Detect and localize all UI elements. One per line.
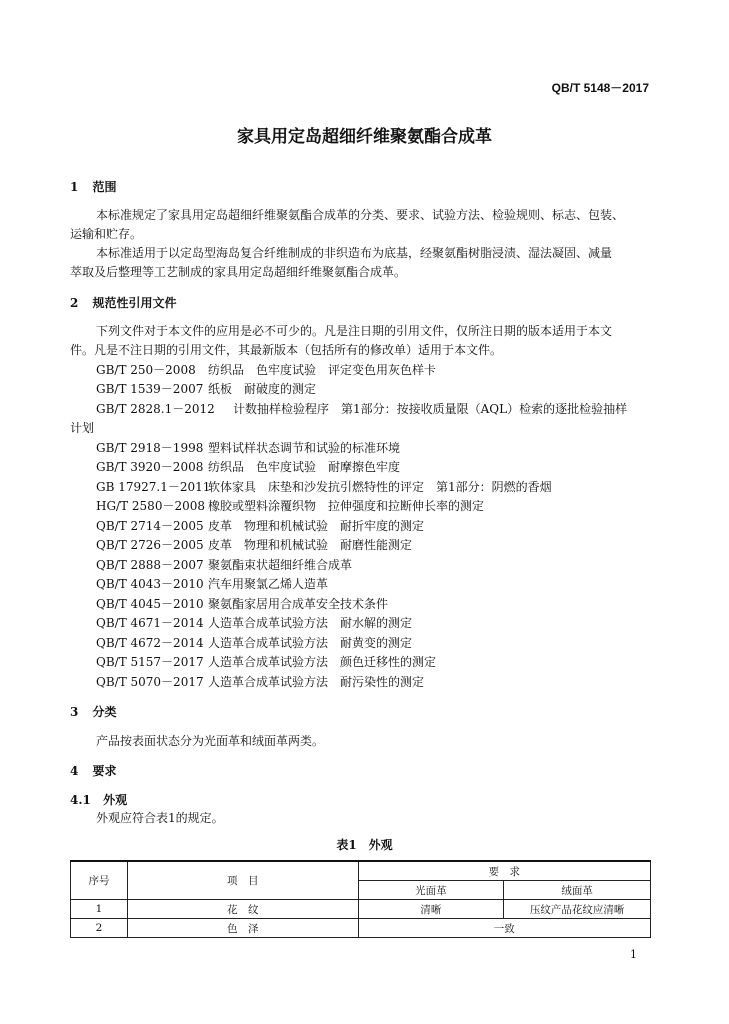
reference-item: [96, 595, 388, 612]
reference-code: GB/T 2828.1－2012: [96, 402, 215, 416]
subsection-4-1-para: 外观应符合表1的规定。: [96, 811, 224, 825]
table-cell-item: 色 泽: [127, 919, 358, 938]
reference-code: QB/T 5070－2017: [96, 675, 204, 689]
reference-item: [96, 634, 412, 651]
standard-number: QB/T 5148－2017: [551, 81, 649, 95]
reference-continuation: 计划: [70, 421, 95, 435]
reference-code: HG/T 2580－2008: [96, 499, 205, 513]
reference-title: 皮革 物理和机械试验 耐折牢度的测定: [208, 519, 425, 533]
reference-item: [96, 517, 424, 534]
table-row: [71, 900, 651, 919]
reference-title: 聚氨酯家居用合成革安全技术条件: [208, 597, 389, 611]
reference-item: [96, 673, 424, 690]
section-1-para-2-line-2: 萃取及后整理等工艺制成的家具用定岛超细纤维聚氨酯合成革。: [70, 265, 407, 279]
section-1-number: 1: [70, 180, 79, 194]
section-2-number: 2: [70, 296, 79, 310]
reference-code: QB/T 4045－2010: [96, 597, 204, 611]
section-2-para-line-1: 下列文件对于本文件的应用是必不可少的。凡是注日期的引用文件，仅所注日期的版本适用于本文: [96, 324, 613, 338]
reference-code: GB/T 250－2008: [96, 363, 196, 377]
reference-code: QB/T 4672－2014: [96, 636, 204, 650]
page-number: 1: [630, 948, 637, 961]
reference-title: 聚氨酯束状超细纤维合成革: [208, 558, 353, 572]
table-cell-seq: 2: [71, 919, 128, 938]
reference-title: 人造革合成革试验方法 颜色迁移性的测定: [208, 655, 437, 669]
reference-code: QB/T 4043－2010: [96, 577, 204, 591]
reference-code: QB/T 4671－2014: [96, 616, 204, 630]
section-4-number: 4: [70, 764, 79, 778]
reference-code: QB/T 5157－2017: [96, 655, 204, 669]
table-cell-suede: 压纹产品花纹应清晰: [504, 900, 651, 919]
table-header-requirement: 要 求: [358, 861, 651, 881]
section-3-title: 分类: [92, 705, 117, 719]
reference-item: [96, 380, 316, 397]
subsection-4-1-heading: [70, 791, 127, 808]
section-3-heading: [70, 703, 117, 720]
reference-title: 皮革 物理和机械试验 耐磨性能测定: [208, 538, 413, 552]
reference-title: 人造革合成革试验方法 耐水解的测定: [208, 616, 413, 630]
subsection-4-1-number: 4.1: [70, 793, 91, 807]
reference-item: [96, 458, 400, 475]
reference-code: QB/T 2714－2005: [96, 519, 204, 533]
reference-title: 汽车用聚氯乙烯人造革: [208, 577, 329, 591]
table-1: [70, 860, 651, 938]
reference-item: [96, 400, 627, 417]
section-2-para-line-2: 件。凡是不注日期的引用文件，其最新版本（包括所有的修改单）适用于本文件。: [70, 343, 503, 357]
table-1-caption: 表1 外观: [336, 838, 393, 852]
section-4-heading: [70, 762, 117, 779]
section-1-para-2-line-1: 本标准适用于以定岛型海岛复合纤维制成的非织造布为底基，经聚氨酯树脂浸渍、湿法凝固、减量: [96, 246, 613, 260]
reference-title: 纸板 耐破度的测定: [208, 382, 317, 396]
reference-item: [96, 575, 328, 592]
reference-item: [96, 556, 352, 573]
table-cell-glossy: 清晰: [358, 900, 504, 919]
reference-code: QB/T 2888－2007: [96, 558, 204, 572]
table-cell-item: 花 纹: [127, 900, 358, 919]
reference-title: 塑料试样状态调节和试验的标准环境: [208, 441, 401, 455]
reference-title: 软体家具 床垫和沙发抗引燃特性的评定 第1部分：阴燃的香烟: [208, 480, 552, 494]
reference-item: [96, 361, 436, 378]
section-2-heading: [70, 294, 177, 311]
reference-title: 计数抽样检验程序 第1部分：按接收质量限（AQL）检索的逐批检验抽样: [233, 402, 628, 416]
reference-code: GB/T 2918－1998: [96, 441, 204, 455]
table-cell-seq: 1: [71, 900, 128, 919]
reference-code: GB 17927.1－2011: [96, 480, 211, 494]
reference-item: [96, 439, 400, 456]
reference-code: QB/T 2726－2005: [96, 538, 204, 552]
table-header-glossy: 光面革: [358, 881, 504, 900]
subsection-4-1-title: 外观: [103, 793, 128, 807]
reference-title: 纺织品 色牢度试验 耐摩擦色牢度: [208, 460, 401, 474]
reference-title: 人造革合成革试验方法 耐黄变的测定: [208, 636, 413, 650]
reference-item: [96, 653, 436, 670]
table-header-row: [71, 861, 651, 881]
reference-title: 橡胶或塑料涂覆织物 拉伸强度和拉断伸长率的测定: [208, 499, 485, 513]
section-1-para-1-line-1: 本标准规定了家具用定岛超细纤维聚氨酯合成革的分类、要求、试验方法、检验规则、标志、包装、: [96, 208, 625, 222]
section-3-number: 3: [70, 705, 79, 719]
section-4-title: 要求: [92, 764, 117, 778]
section-1-para-1-line-2: 运输和贮存。: [70, 227, 143, 241]
reference-code: GB/T 3920－2008: [96, 460, 204, 474]
reference-item: [96, 614, 412, 631]
reference-title: 纺织品 色牢度试验 评定变色用灰色样卡: [208, 363, 437, 377]
reference-code: GB/T 1539－2007: [96, 382, 204, 396]
reference-title: 人造革合成革试验方法 耐污染性的测定: [208, 675, 425, 689]
table-header-seq: 序号: [71, 861, 128, 900]
table-header-item: 项 目: [127, 861, 358, 900]
section-1-heading: [70, 178, 117, 195]
reference-item: [96, 478, 552, 495]
reference-item: [96, 497, 484, 514]
table-row: [71, 919, 651, 938]
reference-item: [96, 536, 412, 553]
section-3-para: 产品按表面状态分为光面革和绒面革两类。: [96, 734, 325, 748]
section-1-title: 范围: [92, 180, 117, 194]
section-2-title: 规范性引用文件: [92, 296, 177, 310]
table-header-suede: 绒面革: [504, 881, 651, 900]
document-title: 家具用定岛超细纤维聚氨酯合成革: [237, 127, 492, 147]
table-cell-merged: 一致: [358, 919, 651, 938]
